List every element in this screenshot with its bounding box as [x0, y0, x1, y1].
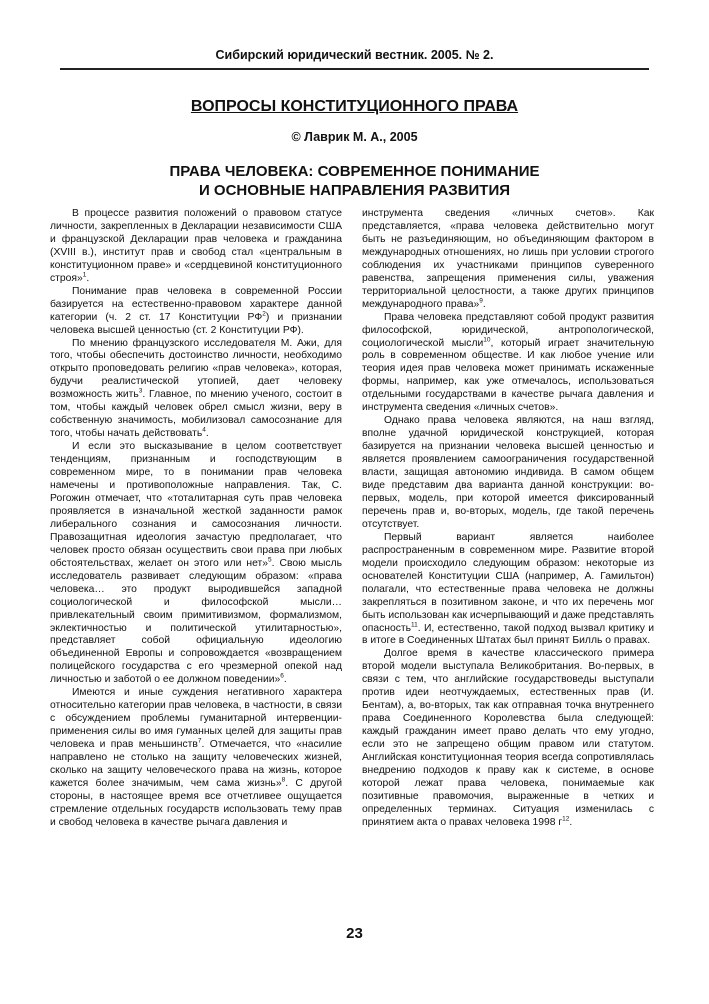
- left-column: [50, 208, 342, 830]
- footnote-ref: 12: [562, 815, 570, 823]
- paragraph: Имеются и иные суждения негативного характера относительно категории прав человека, в частности, в связи с обсуждением проблемы гуманитарной интервенции- применения силы во имя гуманных целей для защиты прав человека и прав меньшинств$^7$. Отмечается, что «насилие направлено не столько на защиту человеческих жизней, сколько на защиту человеческого права на жизнь, которое кажется более значимым, чем сама жизнь»$^8$. С другой стороны, в настоящее время все отчетливее ощущается стремление отдельных государств использовать тему прав и свобод человека в качестве рычага давления и: [50, 687, 343, 828]
- author-copyright: © Лаврик М. А., 2005: [291, 130, 418, 144]
- footnote-ref: 9: [479, 297, 483, 305]
- article-title: [0, 162, 709, 200]
- footnote-ref: 4: [202, 426, 206, 434]
- footnote-ref: 7: [197, 737, 202, 745]
- footnote-ref: 10: [483, 336, 491, 344]
- paragraph: Долгое время в качестве классического примера второй модели выступала Великобритания. Во-первых, в связи с тем, что английские государствоведы выступали против идеи неотчуждаемых, естественных прав (И. Бентам), а, во-вторых, так как отправная точка внутреннего права Соединенного Королевства была следующей: каждый гражданин имеет право делать что ему угодно, если это не запрещено общим правом или статутом. Английская конституционная теория всегда сопротивлялась внедрению подходов к праву как к системе, в основе которой лежат права человека, понимаемые как позитивные правомочия, выраженные в четких и определенных терминах. Ситуация изменилась с принятием акта о правах человека 1998 $г^{12}$.: [362, 648, 654, 828]
- paragraph: Первый вариант является наиболее распространенным в современном мире. Развитие второй модели происходило следующим образом: некоторые из основателей Конституции США (например, А. Гамильтон) полагали, что естественные права человека не должны закрепляться в позитивном законе, и что их перечень мог быть использован как исчерпывающий и даже представлять опасность$^{11}$. И, естественно, такой подход вызвал критику и в итоге в Соединенных Штатах был принят Билль о правах.: [362, 531, 654, 647]
- journal-header: Сибирский юридический вестник. 2005. № 2.: [60, 48, 649, 70]
- right-column: [362, 208, 654, 830]
- footnote-ref: 8: [281, 776, 286, 784]
- paragraph: Однако права человека являются, на наш взгляд, вполне удачной юридической конструкцией, которая базируется на признании человека высшей ценностью и является проявлением самоограничения государственной власти, защищая автономию индивида. В самом общем виде представим два варианта данной конструкции: во-первых, модель, при которой имеется фиксированный перечень прав и, во-вторых, модель, где такой перечень отсутствует.: [362, 415, 654, 530]
- footnote-ref: 3: [138, 387, 143, 395]
- article-title-line-2: И ОСНОВНЫЕ НАПРАВЛЕНИЯ РАЗВИТИЯ: [198, 182, 511, 199]
- footnote-ref: 6: [280, 672, 284, 680]
- paragraph: инструмента сведения «личных счетов». Как представляется, «права человека действительно могут быть не разъединяющим, но объединяющим фактором в международных отношениях, но лишь при условии строгого соблюдения их участниками принципов суверенного равенства, запрещения применения силы, уважения территориальной целостности, а также других принципов международного права»$^9$.: [362, 208, 654, 310]
- paragraph: В процессе развития положений о правовом статусе личности, закрепленных в Декларации независимости США и французской Декларации прав человека и гражданина (XVIII в.), институт прав и свобод стал «центральным в конституционном праве» и «сердцевиной конституционного строя»$^1$.: [50, 208, 342, 284]
- footnote-ref: 5: [267, 556, 272, 564]
- paragraph: Права человека представляют собой продукт развития философской, юридической, антропологической, социологической мысли$^{10}$, который играет значительную роль в современном обществе. И как любое учение или теория идея прав человека может принимать искаженные формы, например, как уже отмечалось, использоваться отдельными государствами в качестве рычага давления и инструмента сведения «личных счетов».: [362, 311, 654, 414]
- footnote-ref: 11: [411, 621, 418, 629]
- paragraph: По мнению французского исследователя М. Ажи, для того, чтобы обеспечить достоинство личности, необходимо открыто проповедовать религию «прав человека», которая, будучи реалистической утопией, дает человеку возможность жить$^3$. Главное, по мнению ученого, состоит в том, чтобы каждый человек обрел смысл жизни, веру в собственную значимость, мобилизовал самосознание для того, чтобы начать действовать$^4$.: [50, 337, 342, 440]
- section-title: ВОПРОСЫ КОНСТИТУЦИОННОГО ПРАВА: [190, 98, 519, 115]
- paragraph: Понимание прав человека в современной России базируется на естественно-правовом характере данной категории (ч. 2 ст. 17 Конституции $РФ^2$) и признании человека высшей ценностью (ст. 2 Конституции РФ).: [50, 285, 343, 336]
- page-number: 23: [346, 925, 363, 942]
- paragraph: И если это высказывание в целом соответствует тенденциям, признанным и господствующим в современном мире, то в понимании прав человека намечены и противоположные направления. Так, С. Рогожин отмечает, что «тоталитарная суть прав человека проявляется в изначальной жесткой заданности рамок либерального сознания и самосознания личности. Правозащитная идеология зачастую предполагает, что человек просто обязан осуществить свои права при любых обстоятельствах, желает он этого или нет»$^5$. Свою мысль исследователь развивает следующим образом: «права человека… это продукт выродившейся западной социологической и философской мысли… привлекательный своим примитивизмом, формализмом, эклектичностью и политической утилитарностью», представляет собой официальную идеологию объединенной Европы и сопровождается «возвращением полицейского государства с его чрезмерной опекой над личностью и заботой о ее должном поведении»$^6$.: [50, 441, 342, 686]
- footnote-ref: 1: [82, 271, 87, 279]
- article-title-line-1: ПРАВА ЧЕЛОВЕКА: СОВРЕМЕННОЕ ПОНИМАНИЕ: [169, 163, 540, 180]
- footnote-ref: 2: [262, 310, 266, 318]
